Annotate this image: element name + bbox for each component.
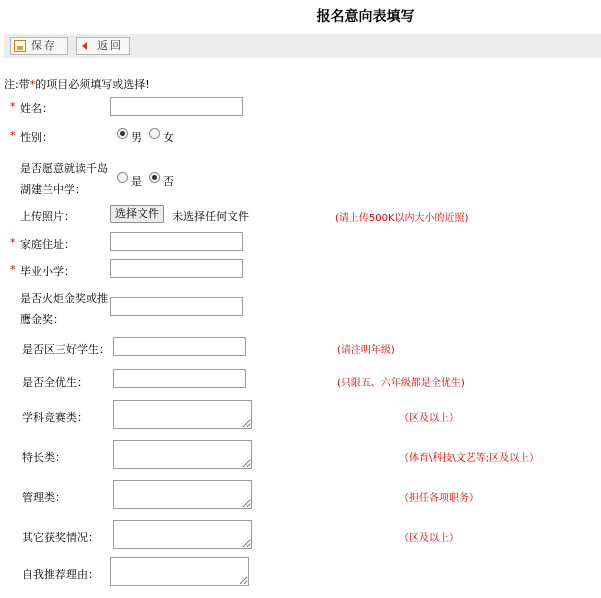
- specialty-label: 特长类：: [22, 451, 66, 464]
- award-input[interactable]: [110, 297, 243, 316]
- school-input[interactable]: [110, 259, 243, 278]
- gender-female-radio[interactable]: [149, 128, 160, 139]
- note-star: *: [29, 78, 36, 91]
- name-input[interactable]: [110, 97, 243, 116]
- gender-male-radio[interactable]: [117, 128, 128, 139]
- management-textarea[interactable]: [113, 480, 252, 509]
- willing-yes-label: 是: [131, 175, 142, 188]
- page-title: 报名意向表填写: [316, 9, 415, 25]
- three-good-label: 是否区三好学生：: [22, 343, 110, 356]
- contest-hint: （区及以上）: [399, 413, 459, 424]
- save-icon: [14, 40, 26, 52]
- award-label-line1: 是否火炬金奖或推: [20, 292, 108, 305]
- school-label: 毕业小学：: [20, 265, 75, 278]
- management-label: 管理类：: [22, 491, 66, 504]
- all-excellent-input[interactable]: [113, 369, 246, 388]
- required-mark-address: *: [10, 236, 16, 249]
- address-label: 家庭住址：: [20, 238, 75, 251]
- three-good-hint: (请注明年级): [337, 345, 395, 356]
- willing-label-line1: 是否愿意就读千岛: [20, 162, 108, 175]
- willing-label-line2: 湖建兰中学：: [20, 183, 86, 196]
- willing-no-radio[interactable]: [149, 172, 160, 183]
- willing-yes-radio[interactable]: [117, 172, 128, 183]
- gender-label: 性别：: [20, 131, 53, 144]
- other-awards-hint: （区及以上）: [399, 533, 459, 544]
- specialty-hint: （体育\科技\文艺等;区及以上）: [399, 453, 540, 464]
- choose-file-button[interactable]: 选择文件: [110, 205, 164, 223]
- save-button[interactable]: [10, 37, 68, 55]
- photo-label: 上传照片：: [20, 210, 75, 223]
- contest-label: 学科竞赛类：: [22, 411, 88, 424]
- back-button[interactable]: [76, 37, 130, 55]
- award-label-line2: 鹰金奖：: [20, 313, 64, 326]
- back-arrow-icon: [82, 42, 87, 50]
- address-input[interactable]: [110, 232, 243, 251]
- other-awards-label: 其它获奖情况：: [22, 531, 99, 544]
- management-hint: （担任各项职务）: [399, 493, 479, 504]
- self-recommend-label: 自我推荐理由：: [22, 568, 99, 581]
- all-excellent-hint: (只限五、六年级都是全优生): [337, 378, 465, 389]
- required-note: 注:带*的项目必须填写或选择!: [4, 78, 150, 91]
- contest-textarea[interactable]: [113, 400, 252, 429]
- three-good-input[interactable]: [113, 337, 246, 356]
- gender-male-label: 男: [131, 131, 142, 144]
- file-status: 未选择任何文件: [172, 210, 249, 223]
- all-excellent-label: 是否全优生：: [22, 376, 88, 389]
- toolbar: [4, 34, 601, 58]
- willing-no-label: 否: [163, 175, 174, 188]
- required-mark-gender: *: [10, 129, 16, 142]
- gender-female-label: 女: [163, 131, 174, 144]
- required-mark-name: *: [10, 100, 16, 113]
- required-mark-school: *: [10, 263, 16, 276]
- save-label: 保存: [31, 39, 57, 52]
- self-recommend-textarea[interactable]: [110, 557, 249, 586]
- other-awards-textarea[interactable]: [113, 520, 252, 549]
- back-label: 返回: [97, 39, 123, 52]
- specialty-textarea[interactable]: [113, 440, 252, 469]
- name-label: 姓名：: [20, 102, 53, 115]
- photo-hint: (请上传500K以内大小的近照): [335, 213, 469, 224]
